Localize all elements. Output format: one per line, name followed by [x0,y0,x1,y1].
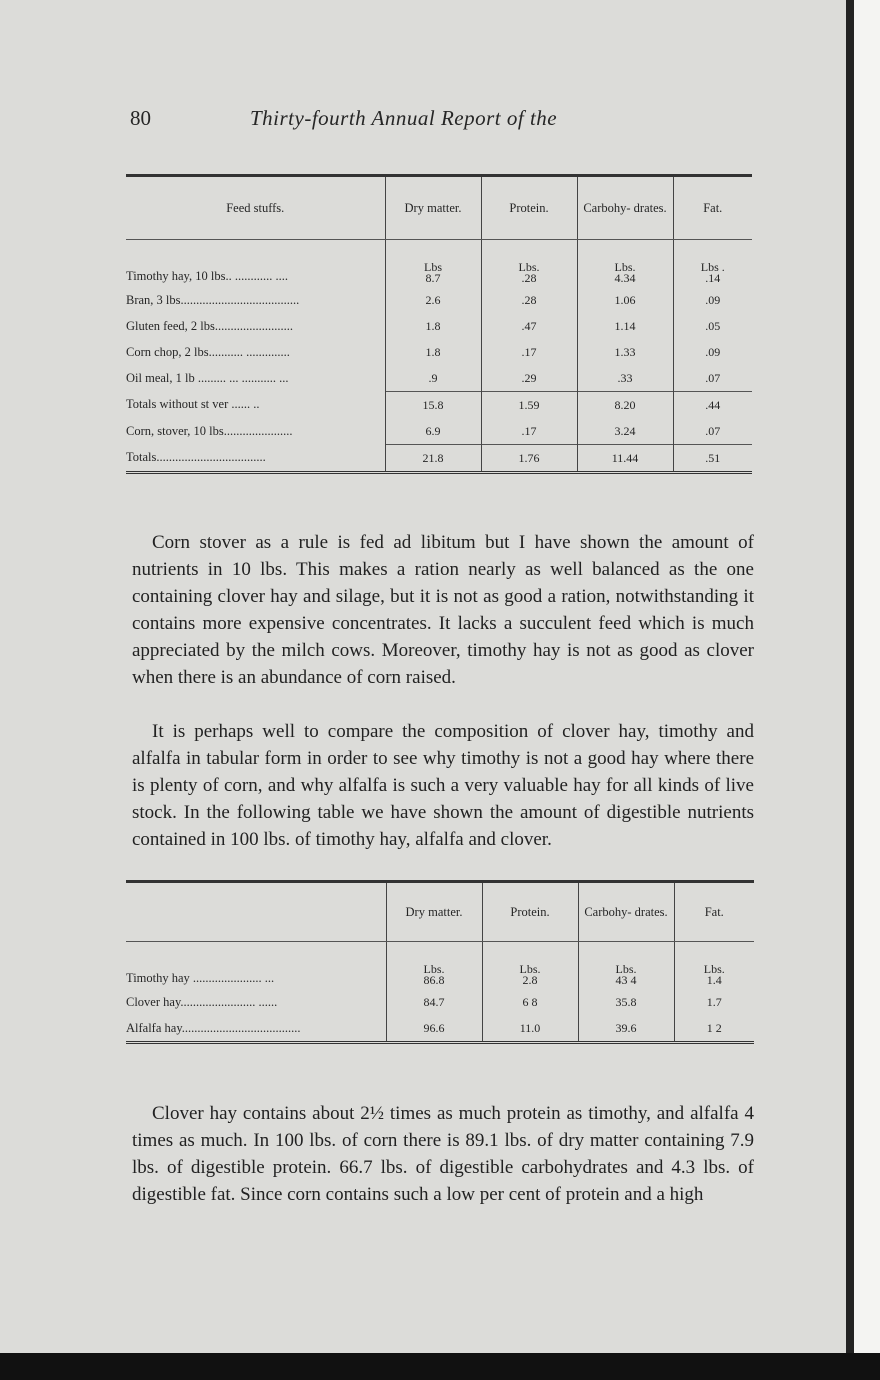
running-header [130,106,750,136]
table-row [126,989,754,1015]
table-cell: 11.0 [482,1015,578,1043]
column-header: Protein. [482,882,578,942]
table-cell: 1.7 [674,989,754,1015]
column-header: Dry matter. [386,882,482,942]
table-cell: .17 [481,339,577,365]
table-row [126,418,752,445]
table-cell: 11.44 [577,445,673,473]
row-label: Bran, 3 lbs...................................... [126,292,300,307]
body-paragraph: Clover hay contains about 2½ times as much protein as timothy, and alfalfa 4 times as much. In 100 lbs. of corn there is 89.1 lbs. of dry matter containing 7.9 lbs. of digestible protein. 66.7 lbs. of digestible carbohydrates and 4.3 lbs. of digestible fat. Since corn contains such a low per cent of protein and a high [132,1103,754,1205]
row-label: Timothy hay, 10 lbs.. ............ .... [126,269,288,283]
table-cell: 1.59 [481,392,577,419]
table-cell: 6 8 [482,989,578,1015]
page-number: 80 [130,106,151,130]
row-label: Corn, stover, 10 lbs...................... [126,423,293,438]
table-cell: .9 [385,365,481,392]
table-cell: 15.8 [385,392,481,419]
book-spine-shadow [846,0,854,1355]
table-row [126,1015,754,1043]
table-cell: .17 [481,418,577,445]
total-row [126,445,752,473]
table-cell: Lbs . .14 [673,240,752,288]
table-cell: Lbs. 1.4 [674,942,754,990]
table-cell: .09 [673,287,752,313]
table-cell: .44 [673,392,752,419]
table-cell: 1.76 [481,445,577,473]
table-header-row [126,176,752,240]
running-title: Thirty-fourth Annual Report of the [250,106,558,130]
table-cell: 35.8 [578,989,674,1015]
body-paragraph: It is perhaps well to compare the composition of clover hay, timothy and alfalfa in tabular form in order to see why timothy is not a good hay where there is plenty of corn, and why alfalfa is such a very valuable hay for all kinds of live stock. In the following table we have shown the amount of digestible nutrients contained in 100 lbs. of timothy hay, alfalfa and clover. [132,721,754,850]
row-label: Timothy hay ...................... ... [126,971,275,985]
table-cell: Lbs. .28 [481,240,577,288]
row-label: Alfalfa hay...................................... [126,1020,301,1035]
table-cell: 1.06 [577,287,673,313]
column-header: Fat. [674,882,754,942]
column-header: Carbohy- drates. [578,882,674,942]
table-cell: .07 [673,418,752,445]
table-cell: 1.33 [577,339,673,365]
row-label: Clover hay........................ ...... [126,994,278,1009]
column-header [126,882,386,942]
table-row [126,942,754,990]
ration-table [126,174,752,474]
hay-comparison-table [126,880,754,1044]
column-header: Feed stuffs. [126,176,385,240]
row-label: Oil meal, 1 lb ......... ... ........... ... [126,370,289,385]
table-cell: 6.9 [385,418,481,445]
table-cell: 1.8 [385,339,481,365]
table-cell: .07 [673,365,752,392]
row-label: Totals without st ver ...... .. [126,397,260,412]
table-cell: 1 2 [674,1015,754,1043]
table-cell: .29 [481,365,577,392]
table-cell: Lbs. 86.8 [386,942,482,990]
table-row [126,287,752,313]
table-cell: .09 [673,339,752,365]
table-cell: 84.7 [386,989,482,1015]
table-cell: Lbs. 43 4 [578,942,674,990]
table-cell: .28 [481,287,577,313]
subtotal-row [126,392,752,419]
column-header: Carbohy- drates. [577,176,673,240]
table-row [126,365,752,392]
table-cell: 1.14 [577,313,673,339]
table-cell: .51 [673,445,752,473]
table-cell: Lbs. 2.8 [482,942,578,990]
row-label: Corn chop, 2 lbs........... .............. [126,344,290,359]
row-label: Gluten feed, 2 lbs......................... [126,318,293,333]
page-edge [854,0,880,1355]
table-cell: 39.6 [578,1015,674,1043]
table-row [126,339,752,365]
table-cell: .33 [577,365,673,392]
column-header: Fat. [673,176,752,240]
column-header: Dry matter. [385,176,481,240]
table-cell: 21.8 [385,445,481,473]
table-cell: 8.20 [577,392,673,419]
table-cell: .47 [481,313,577,339]
row-label: Totals................................... [126,450,266,465]
table-cell: 2.6 [385,287,481,313]
table-cell: 1.8 [385,313,481,339]
table-row [126,313,752,339]
body-paragraph: Corn stover as a rule is fed ad libitum but I have shown the amount of nutrients in 10 lbs. This makes a ration nearly as well balanced as the one containing clover hay and silage, but it is not as good a ration, notwithstanding it contains more expensive concentrates. It lacks a succulent feed which is much appreciated by the milch cows. Moreover, timothy hay is not as good as clover when there is an abundance of corn raised. [132,532,754,688]
table-cell: .05 [673,313,752,339]
table-cell: Lbs 8.7 [385,240,481,288]
scan-bottom-border [0,1353,880,1380]
table-cell: 96.6 [386,1015,482,1043]
table-cell: 3.24 [577,418,673,445]
table-header-row [126,882,754,942]
table-row [126,240,752,288]
column-header: Protein. [481,176,577,240]
table-cell: Lbs. 4.34 [577,240,673,288]
